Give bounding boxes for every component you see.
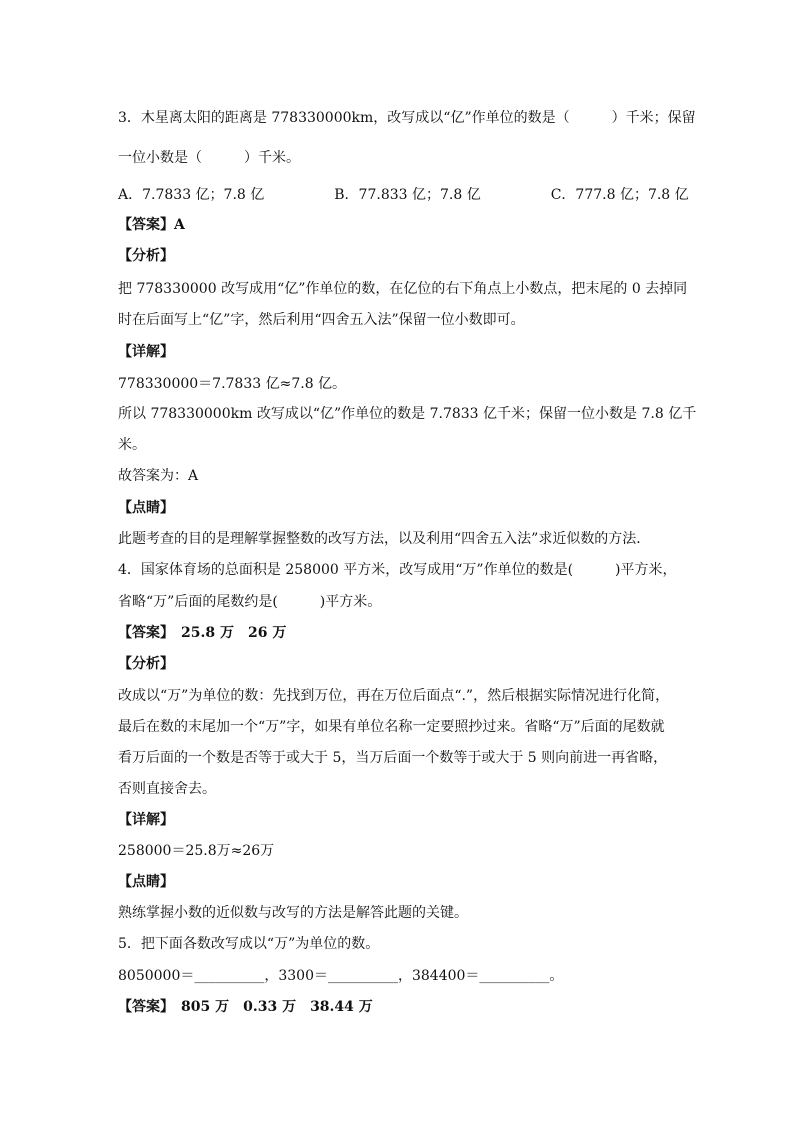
q3-final-answer: 故答案为：A (118, 468, 199, 484)
q3-comment: 此题考查的目的是理解掌握整数的改写方法，以及利用“四舍五入法”求近似数的方法． (118, 531, 651, 547)
q4-detail-label: 【详解】 (118, 812, 174, 828)
q3-options: A．7.7833 亿；7.8 亿 B．77.833 亿；7.8 亿 C．777.8 亿；7.8 亿 (118, 187, 689, 203)
q3-detail-line-3: 米。 (118, 437, 146, 453)
q4-detail-line-1: 258000＝25.8万≈26万 (118, 843, 275, 859)
q3-detail-label: 【详解】 (118, 344, 174, 360)
q4-analysis-line-2: 最后在数的末尾加一个“万”字，如果有单位名称一定要照抄过来。省略“万”后面的尾数就 (118, 719, 665, 735)
q3-detail-line-1: 778330000＝7.7833 亿≈7.8 亿。 (118, 376, 347, 392)
q3-detail-line-2: 所以 778330000km 改写成以“亿”作单位的数是 7.7833 亿千米；保留一位小数是 7.8 亿千 (118, 406, 697, 422)
q4-analysis-line-3: 看万后面的一个数是否等于或大于 5，当万后面一个数等于或大于 5 则向前进一再省略， (118, 750, 668, 766)
q4-comment: 熟练掌握小数的近似数与改写的方法是解答此题的关键。 (118, 905, 468, 921)
q4-comment-label: 【点睛】 (118, 874, 174, 890)
q3-analysis-line-2: 时在后面写上“亿”字，然后利用“四舍五入法”保留一位小数即可。 (118, 312, 525, 328)
q3-analysis-label: 【分析】 (118, 248, 174, 264)
q4-stem-line-1: 4．国家体育场的总面积是 258000 平方米，改写成用“万”作单位的数是( )平方米， (118, 562, 677, 578)
q4-answer: 【答案】 25.8 万 26 万 (118, 625, 287, 641)
q5-stem-line-1: 5．把下面各数改写成以“万”为单位的数。 (118, 936, 380, 952)
q3-stem-line-1: 3．木星离太阳的距离是 778330000km，改写成以“亿”作单位的数是（ ）千米；保留 (118, 110, 696, 126)
q4-stem-line-2: 省略“万”后面的尾数约是( )平方米。 (118, 594, 382, 610)
q5-answer: 【答案】 805 万 0.33 万 38.44 万 (118, 999, 373, 1015)
q3-answer: 【答案】A (118, 217, 185, 233)
q5-stem-line-2: 8050000＝__________，3300＝__________，384400＝__________。 (118, 968, 564, 984)
q4-analysis-label: 【分析】 (118, 656, 174, 672)
q3-stem-line-2: 一位小数是（ ）千米。 (118, 150, 300, 166)
q3-comment-label: 【点睛】 (118, 500, 174, 516)
q4-analysis-line-1: 改成以“万”为单位的数：先找到万位，再在万位后面点“.”，然后根据实际情况进行化简， (118, 688, 670, 704)
q4-analysis-line-4: 否则直接舍去。 (118, 781, 216, 797)
q3-analysis-line-1: 把 778330000 改写成用“亿”作单位的数，在亿位的右下角点上小数点，把末尾的 0 去掉同 (118, 281, 688, 297)
